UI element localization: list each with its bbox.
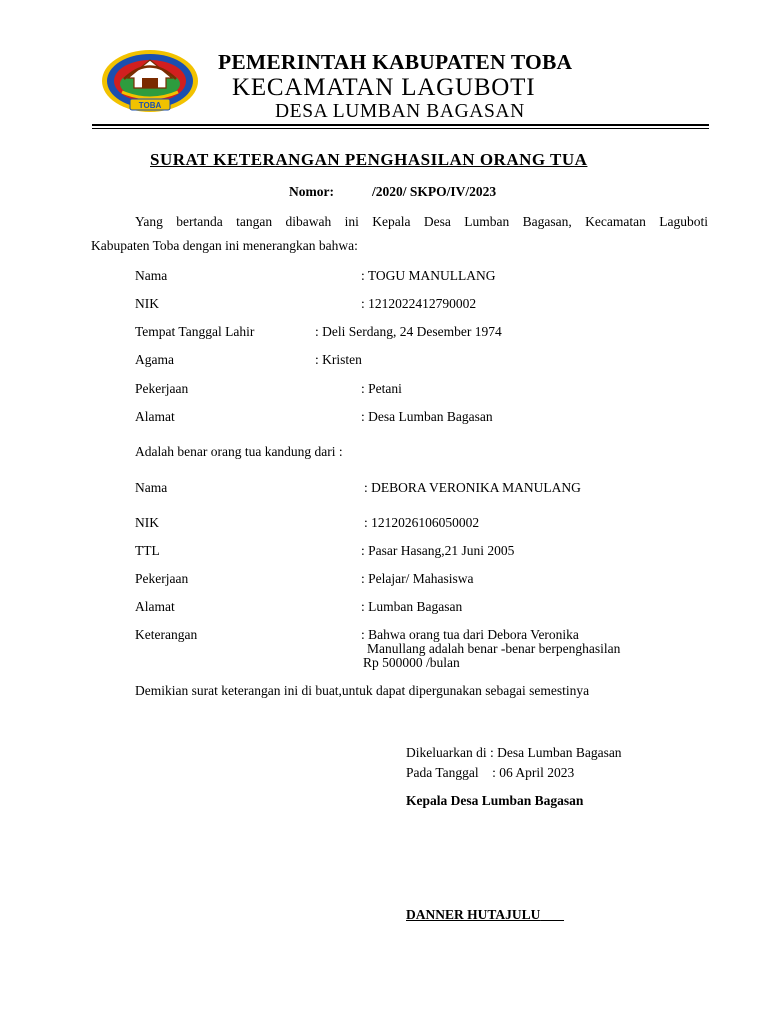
header-rule-thick [92, 124, 709, 126]
child-nik-label: NIK [135, 515, 159, 530]
child-job-value: : Pelajar/ Mahasiswa [361, 571, 474, 586]
issued-place: Dikeluarkan di : Desa Lumban Bagasan [406, 745, 622, 760]
parent-birth-label: Tempat Tanggal Lahir [135, 324, 255, 339]
signatory-title: Kepala Desa Lumban Bagasan [406, 793, 584, 808]
child-note-value: : Bahwa orang tua dari Debora Veronika [361, 627, 579, 642]
child-name-label: Nama [135, 480, 168, 495]
child-ttl-value: : Pasar Hasang,21 Juni 2005 [361, 543, 515, 558]
child-address-label: Alamat [135, 599, 175, 614]
child-intro: Adalah benar orang tua kandung dari : [135, 444, 343, 459]
number-label: Nomor: [289, 184, 334, 199]
parent-job-label: Pekerjaan [135, 381, 189, 396]
parent-birth-value: : Deli Serdang, 24 Desember 1974 [315, 324, 502, 339]
intro-paragraph [91, 210, 708, 258]
closing-statement: Demikian surat keterangan ini di buat,untuk dapat dipergunakan sebagai semestinya [135, 683, 590, 698]
child-address-value: : Lumban Bagasan [361, 599, 463, 614]
header-rule-thin [92, 128, 709, 129]
child-name-value: : DEBORA VERONIKA MANULANG [364, 480, 581, 495]
intro-line-2: Kabupaten Toba dengan ini menerangkan bahwa: [91, 238, 358, 253]
parent-name-value: : TOGU MANULLANG [361, 268, 496, 283]
logo-text: TOBA [138, 101, 162, 110]
child-note-line-3: Rp 500000 /bulan [363, 655, 460, 670]
parent-name-label: Nama [135, 268, 168, 283]
child-note-label: Keterangan [135, 627, 198, 642]
parent-nik-label: NIK [135, 296, 159, 311]
child-note-line-2: Manullang adalah benar -benar berpenghasilan [367, 641, 621, 656]
child-ttl-label: TTL [135, 543, 160, 558]
parent-job-value: : Petani [361, 381, 402, 396]
parent-address-value: : Desa Lumban Bagasan [361, 409, 493, 424]
child-nik-value: : 1212026106050002 [364, 515, 480, 530]
kabupaten-toba-logo [100, 48, 200, 118]
document-title: SURAT KETERANGAN PENGHASILAN ORANG TUA [150, 150, 588, 169]
parent-religion-value: : Kristen [315, 352, 362, 367]
parent-address-label: Alamat [135, 409, 175, 424]
parent-religion-label: Agama [135, 352, 174, 367]
header-government: PEMERINTAH KABUPATEN TOBA [218, 50, 573, 74]
issued-date: Pada Tanggal : 06 April 2023 [406, 765, 575, 780]
signatory-name: DANNER HUTAJULU [406, 907, 541, 922]
number-value: /2020/ SKPO/IV/2023 [372, 184, 497, 199]
intro-line-1: Yang bertanda tangan dibawah ini Kepala Desa Lumban Bagasan, Kecamatan Laguboti [135, 214, 708, 229]
child-job-label: Pekerjaan [135, 571, 189, 586]
header-village: DESA LUMBAN BAGASAN [275, 101, 525, 122]
parent-nik-value: : 1212022412790002 [361, 296, 477, 311]
header-district: KECAMATAN LAGUBOTI [232, 74, 536, 101]
